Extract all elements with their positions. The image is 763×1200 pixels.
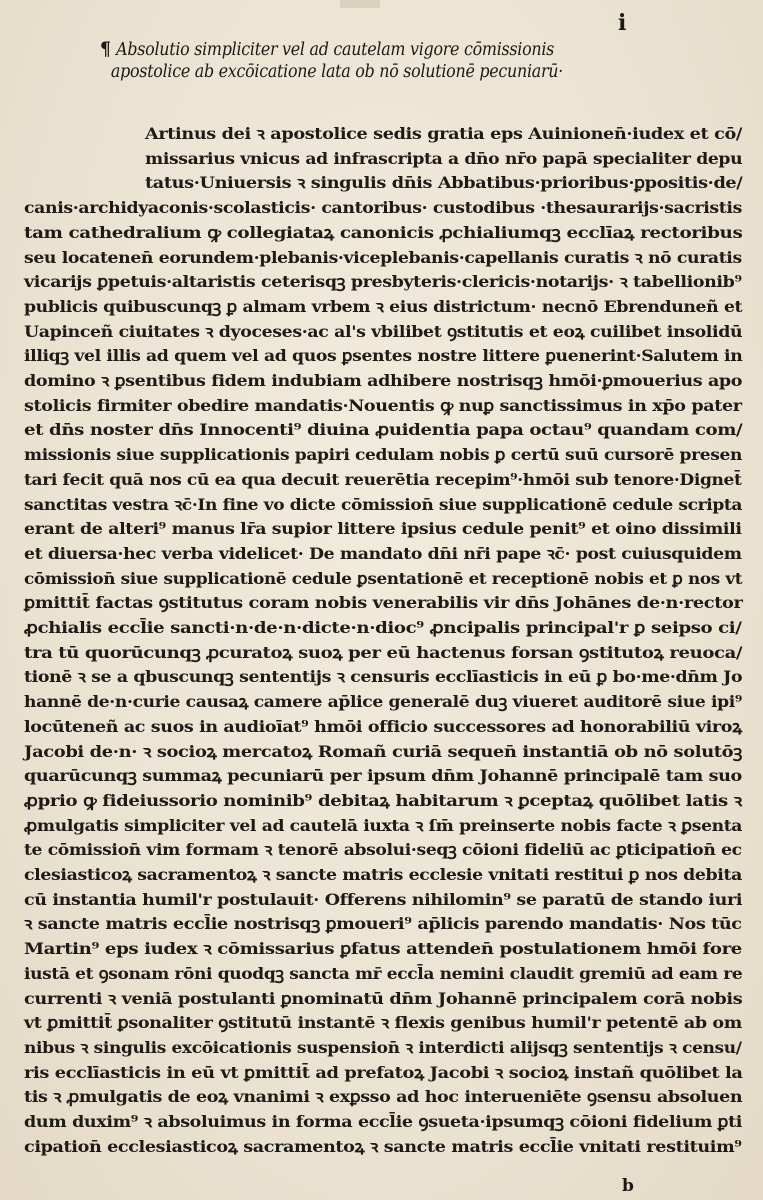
text-line: clesiasticoꝝ sacramentoꝝ ꝛ sancte matris ecclesie vnitati restitui ꝑ nos debita [24,865,742,884]
text-line: currenti ꝛ veniā postulanti ꝑnominatū dn̄m Johannē principalem corā nobis [24,988,743,1008]
text-line: ris ecclīasticis in eū vt ꝑmittit̄ ad prefatoꝝ Jacobi ꝛ socioꝝ instañ quōlibet la [24,1062,743,1082]
text-line: ꝓprio ꝙ fideiussorio nominib⁹ debitaꝝ habitarum ꝛ ꝑceptaꝝ quōlibet latis ꝛ [24,790,742,810]
text-line: tis ꝛ ꝓmulgatis de eoꝝ vnanimi ꝛ exꝑsso ad hoc interueniēte ꝯsensu absoluen [24,1087,743,1107]
text-line: missarius vnicus ad infrascripta a dn̄o nr̄o papā specialiter depu [145,148,743,168]
text-line: tionē ꝛ se a qbuscunqꝫ sententijs ꝛ censuris ecclīasticis in eū ꝑ bo·me·dn̄m Jo [24,667,743,687]
signature-mark-top: i [618,10,627,36]
paragraph-mark-icon: ¶ [100,38,111,60]
text-line: domino ꝛ ꝑsentibus fidem indubiam adhibere nostrisqꝫ hmōi·ꝑmouerius apo [24,371,743,390]
text-line: ꝑmittit̄ factas ꝯstitutus coram nobis venerabilis vir dn̄s Johānes de·n·rector [24,593,743,613]
text-line: publicis quibuscunqꝫ ꝑ almam vrbem ꝛ eius districtum· necnō Ebrenduneñ et [24,296,743,316]
text-line: cōmission̄ siue supplicationē cedule ꝑsentationē et receptionē nobis et ꝑ nos vt [24,568,743,588]
text-line: vt ꝑmittit̄ ꝑsonaliter ꝯstitutū instantē ꝛ flexis genibus humil'r petentē ab om [24,1013,742,1033]
text-line: tatus·Uniuersis ꝛ singulis dn̄is Abbatibus·prioribus·ꝑpositis·de/ [145,173,743,193]
text-line: dum duxim⁹ ꝛ absoluimus in forma eccl̄ie ꝯsueta·ipsumqꝫ cōioni fidelium ꝑti [24,1112,743,1131]
text-line: et diuersa·hec verba videlicet· De mandato dn̄i nr̄i pape ꝛc̄· post cuiusquidem [24,543,742,563]
text-line: tam cathedralium ꝙ collegiataꝝ canonicis ꝓchialiumqꝫ ecclīaꝝ rectoribus [24,222,743,242]
text-line: Artinus dei ꝛ apostolice sedis gratia eps Auinionen̄·iudex et cō/ [145,124,742,143]
text-line: locūteneñ ac suos in audioīat⁹ hmōi officio successores ad honorabiliū viroꝝ [24,716,742,736]
text-line: te cōmission̄ vim formam ꝛ tenorē absolui·seqꝫ cōioni fideliū ac ꝑticipation̄ ec [24,840,742,860]
text-line: hannē de·n·curie causaꝝ camere ap̄lice generalē duꝫ viueret auditorē siue ipi⁹ [24,692,743,712]
text-line: et dn̄s noster dn̄s Innocenti⁹ diuina ꝓuidentia papa octau⁹ quandam com/ [24,420,743,440]
text-line: tra tū quorūcunqꝫ ꝓcuratoꝝ suoꝝ per eū hactenus forsan ꝯstitutoꝝ reuoca/ [24,642,743,662]
text-line: ꝓmulgatis simpliciter vel ad cautelā iuxta ꝛ ſm̄ preinserte nobis facte ꝛ ꝑsenta [24,815,743,835]
text-line: Jacobi de·n· ꝛ socioꝝ mercatoꝝ Romañ curiā sequen̄ instantiā ob nō solutōꝫ [24,741,742,761]
text-line: cū instantia humil'r postulauit· Offerens nihilomin⁹ se paratū de stando iuri [24,889,743,909]
signature-mark-bottom: b [622,1176,634,1196]
text-line: canis·archidyaconis·scolasticis· cantoribus· custodibus ·thesaurarijs·sacristis [24,198,742,218]
text-line: cipation̄ ecclesiasticoꝝ sacramentoꝝ ꝛ sancte matris eccl̄ie vnitati restituim⁹ [24,1136,742,1156]
text-line: nibus ꝛ singulis excōicationis suspension̄ ꝛ interdicti alijsqꝫ sententijs ꝛ censu/ [24,1037,742,1057]
text-line: quarūcunqꝫ summaꝝ pecuniarū per ipsum dn̄m Johannē principalē tam suo [24,766,742,786]
title-line-2: apostolice ab excōicatione lata ob nō solutionē pecuniarū· [110,62,564,82]
text-line: erant de alteri⁹ manus lr̄a supior littere ipsius cedule penit⁹ et oino dissimili [24,519,742,539]
text-line: vicarijs ꝑpetuis·altaristis ceterisqꝫ presbyteris·clericis·notarijs· ꝛ tabellionib⁹ [24,272,742,292]
text-line: Martin⁹ eps iudex ꝛ cōmissarius ꝑfatus attenden̄ postulationem hmōi fore [24,939,742,959]
text-line: ꝛ sancte matris eccl̄ie nostrisqꝫ ꝑmoueri⁹ ap̄licis parendo mandatis· Nos tūc [24,914,742,934]
text-line: sanctitas vestra ꝛc̄·In fine vo dicte cōmission̄ siue supplicationē cedule scripta [24,494,743,514]
text-line: iustā et ꝯsonam rōni quodqꝫ sancta mr̄ eccl̄a nemini claudit gremiū ad eam re [24,963,743,983]
text-line: missionis siue supplicationis papiri cedulam nobis ꝑ certū suū cursorē presen [24,445,743,465]
text-line: Uapinceñ ciuitates ꝛ dyoceses·ac al's vbilibet ꝯstitutis et eoꝝ cuilibet insolidū [24,321,743,341]
text-line: stolicis firmiter obedire mandatis·Nouentis ꝙ nuꝑ sanctissimus in xp̄o pater [24,395,742,415]
text-line: seu locatenen̄ eorundem·plebanis·viceplebanis·capellanis curatis ꝛ nō curatis [24,247,742,267]
section-title [100,38,700,83]
text-line: ꝓchialis eccl̄ie sancti·n·de·n·dicte·n·dioc⁹ ꝓncipalis principal'r ꝑ seipso ci/ [24,618,742,637]
page-edge-mark [340,0,380,8]
text-line: tari fecit quā nos cū ea qua decuit reuerētia recepim⁹·hmōi sub tenore·Dignet̄ [24,469,742,489]
title-line-1: ¶ Absolutio simpliciter vel ad cautelam vigore cōmissionis [100,38,555,60]
text-line: illiqꝫ vel illis ad quem vel ad quos ꝑsentes nostre littere ꝑuenerint·Salutem in [24,346,743,366]
